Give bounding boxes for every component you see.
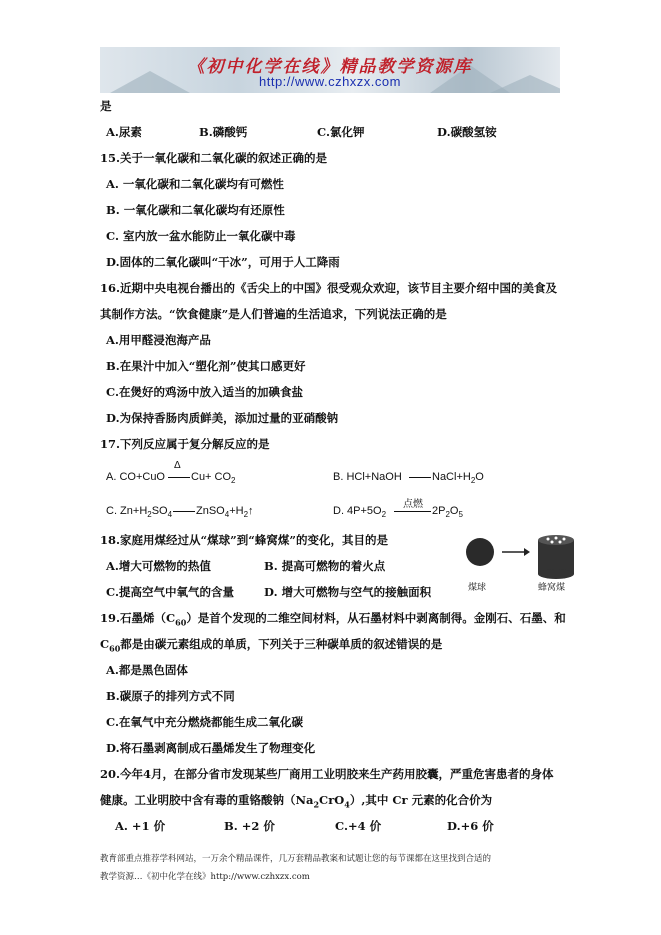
q20-option-a: A. +1 价 <box>115 819 166 833</box>
reaction-line <box>394 511 431 512</box>
q19-stem-line2: $C_{60}$都是由碳元素组成的单质，下列关于三种碳单质的叙述错误的是 <box>100 637 443 654</box>
q18-stem: 18.家庭用煤经过从“煤球”到“蜂窝煤”的变化，其目的是 <box>100 533 388 547</box>
q19-option-b: B.碳原子的排列方式不同 <box>106 689 235 703</box>
q17-option-b-reactants: B. HCl+NaOH <box>333 471 402 483</box>
ignite-condition: 点燃 <box>403 499 423 510</box>
q19-option-a: A.都是黑色固体 <box>106 663 188 677</box>
q18-option-a: A.增大可燃物的热值 <box>106 559 211 573</box>
q16-option-b: B.在果汁中加入“塑化剂”使其口感更好 <box>106 359 306 373</box>
q16-option-c: C.在煲好的鸡汤中放入适当的加碘食盐 <box>106 385 303 399</box>
arrow-head-icon <box>524 548 530 556</box>
q15-option-d: D.固体的二氧化碳叫“干冰”，可用于人工降雨 <box>106 255 340 269</box>
footer-line2: 教学资源…《初中化学在线》http://www.czhxzx.com <box>100 872 310 882</box>
q17-option-d-products: $2P_2O_5$ <box>432 505 463 520</box>
reaction-line <box>409 477 431 478</box>
q14-option-b: B.磷酸钙 <box>199 125 248 139</box>
q18-option-d: D. 增大可燃物与空气的接触面积 <box>264 585 432 599</box>
q17-option-d-reactants: D. $4P+5O_2$ <box>333 505 387 520</box>
q18-option-c: C.提高空气中氧气的含量 <box>106 585 234 599</box>
q16-option-d: D.为保持香肠肉质鲜美，添加过量的亚硝酸钠 <box>106 411 339 425</box>
q20-stem-line2: 健康。工业明胶中含有毒的重铬酸钠$(Na_2CrO_4)$,其中 Cr 元素的化合价为 <box>100 793 493 810</box>
q14-option-d: D.碳酸氢铵 <box>437 125 497 139</box>
heat-condition: Δ <box>174 460 181 471</box>
q17-option-a-reactants: A. CO+CuO <box>106 471 165 483</box>
q19-option-c: C.在氧气中充分燃烧都能生成二氧化碳 <box>106 715 303 729</box>
q20-stem-line1: 20.今年4月，在部分省市发现某些厂商用工业明胶来生产药用胶囊，严重危害患者的身体 <box>100 767 554 781</box>
honeycomb-briquette-icon <box>538 535 574 579</box>
q14-option-a: A.尿素 <box>106 125 142 139</box>
q16-stem-line2: 其制作方法。“饮食健康”是人们普遍的生活追求，下列说法正确的是 <box>100 307 447 321</box>
continued-text: 是 <box>100 99 112 113</box>
banner-url[interactable]: http://www.czhxzx.com <box>259 74 401 89</box>
q17-option-a-products: $Cu+ CO_2$ <box>191 471 236 486</box>
q16-stem-line1: 16.近期中央电视台播出的《舌尖上的中国》很受观众欢迎，该节目主要介绍中国的美食及 <box>100 281 558 295</box>
q16-option-a: A.用甲醛浸泡海产品 <box>106 333 211 347</box>
q20-option-b: B. +2 价 <box>224 819 275 833</box>
footer-line1: 教育部重点推荐学科网站，一万余个精品课件，几万套精品教案和试题让您的每节课都在这里找到合适的 <box>100 854 492 864</box>
q18-option-b: B. 提高可燃物的着火点 <box>264 559 386 573</box>
q15-stem: 15.关于一氧化碳和二氧化碳的叙述正确的是 <box>100 151 328 165</box>
q15-option-b: B. 一氧化碳和二氧化碳均有还原性 <box>106 203 285 217</box>
banner-title: 《初中化学在线》精品教学资源库 <box>187 57 473 77</box>
q14-option-c: C.氯化钾 <box>317 125 365 139</box>
q19-option-d: D.将石墨剥离制成石墨烯发生了物理变化 <box>106 741 316 755</box>
q17-option-c-reactants: C. $Zn+H_2SO_4$ <box>106 505 173 520</box>
q17-option-c-products: $ZnSO_4+H_2↑$ <box>196 505 254 520</box>
q15-option-c: C. 室内放一盆水能防止一氧化碳中毒 <box>106 229 296 243</box>
gas-up-arrow: ↑ <box>248 505 254 517</box>
q20-option-d: D.+6 价 <box>447 819 494 833</box>
header-banner <box>100 47 560 93</box>
reaction-line <box>168 477 190 478</box>
coal-ball-icon <box>466 538 494 566</box>
q20-option-c: C.+4 价 <box>335 819 382 833</box>
q15-option-a: A. 一氧化碳和二氧化碳均有可燃性 <box>106 177 284 191</box>
coal-ball-label: 煤球 <box>468 583 487 593</box>
q19-stem-line1: 19.石墨烯$(C_{60})$是首个发现的二维空间材料，从石墨材料中剥离制得。金刚石、石墨、和 <box>100 611 566 628</box>
reaction-line <box>173 511 195 512</box>
q17-option-b-products: $NaCl+H_2O$ <box>432 471 484 486</box>
briquette-label: 蜂窝煤 <box>538 583 566 593</box>
q17-stem: 17.下列反应属于复分解反应的是 <box>100 437 270 451</box>
